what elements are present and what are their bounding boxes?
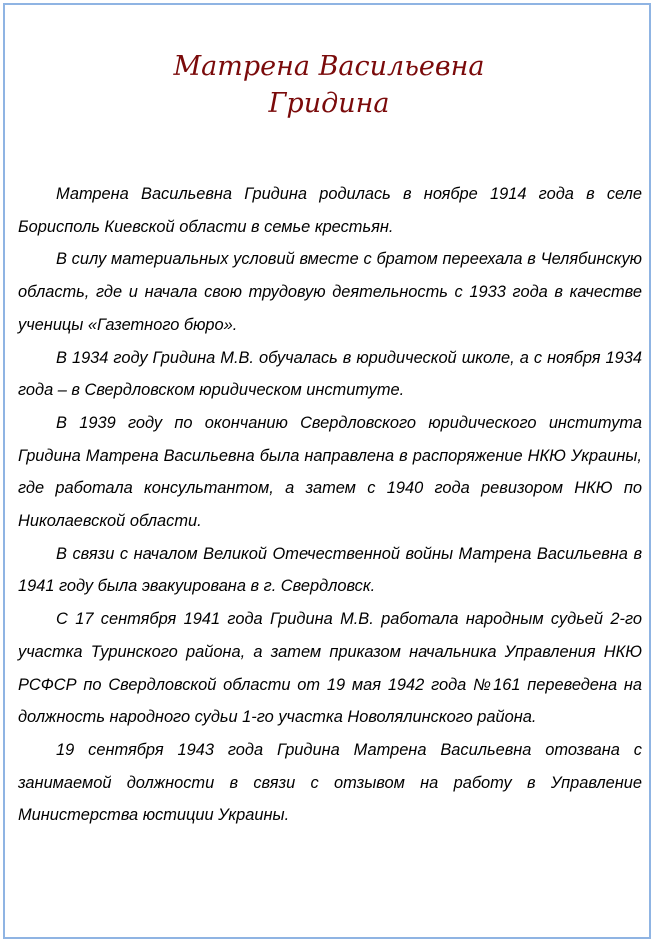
paragraph-education: В 1934 году Гридина М.В. обучалась в юридической школе, а с ноября 1934 года – в Свердловском юридическом институте.	[18, 348, 642, 400]
title-line-2: Гридина	[268, 88, 390, 119]
biography-text	[18, 178, 642, 832]
paragraph-recall: 19 сентября 1943 года Гридина Матрена Васильевна отозвана с занимаемой должности в связи с отзывом на работу в Управление Министерства юстиции Украины.	[18, 740, 642, 825]
paragraph-birth: Матрена Васильевна Гридина родилась в ноябре 1914 года в селе Борисполь Киевской области в семье крестьян.	[18, 185, 642, 236]
paragraph-early-work: В силу материальных условий вместе с братом переехала в Челябинскую область, где и начала свою трудовую деятельность с 1933 года в качестве ученицы «Газетного бюро».	[18, 250, 642, 334]
title-line-1: Матрена Васильевна	[173, 51, 485, 82]
page-title	[0, 48, 658, 122]
paragraph-judge-career: С 17 сентября 1941 года Гридина М.В. работала народным судьей 2-го участка Туринского района, а затем приказом начальника Управления НКЮ РСФСР по Свердловской области от 19 мая 1942 года №161 переведена на должность народного судьи 1-го участка Новолялинского района.	[18, 610, 642, 727]
paragraph-ukraine-work: В 1939 году по окончанию Свердловского юридического института Гридина Матрена Васильевна была направлена в распоряжение НКЮ Украины, где работала консультантом, а затем с 1940 года ревизором НКЮ по Николаевской области.	[18, 413, 642, 531]
paragraph-evacuation: В связи с началом Великой Отечественной войны Матрена Васильевна в 1941 году была эвакуирована в г. Свердловск.	[18, 544, 642, 596]
